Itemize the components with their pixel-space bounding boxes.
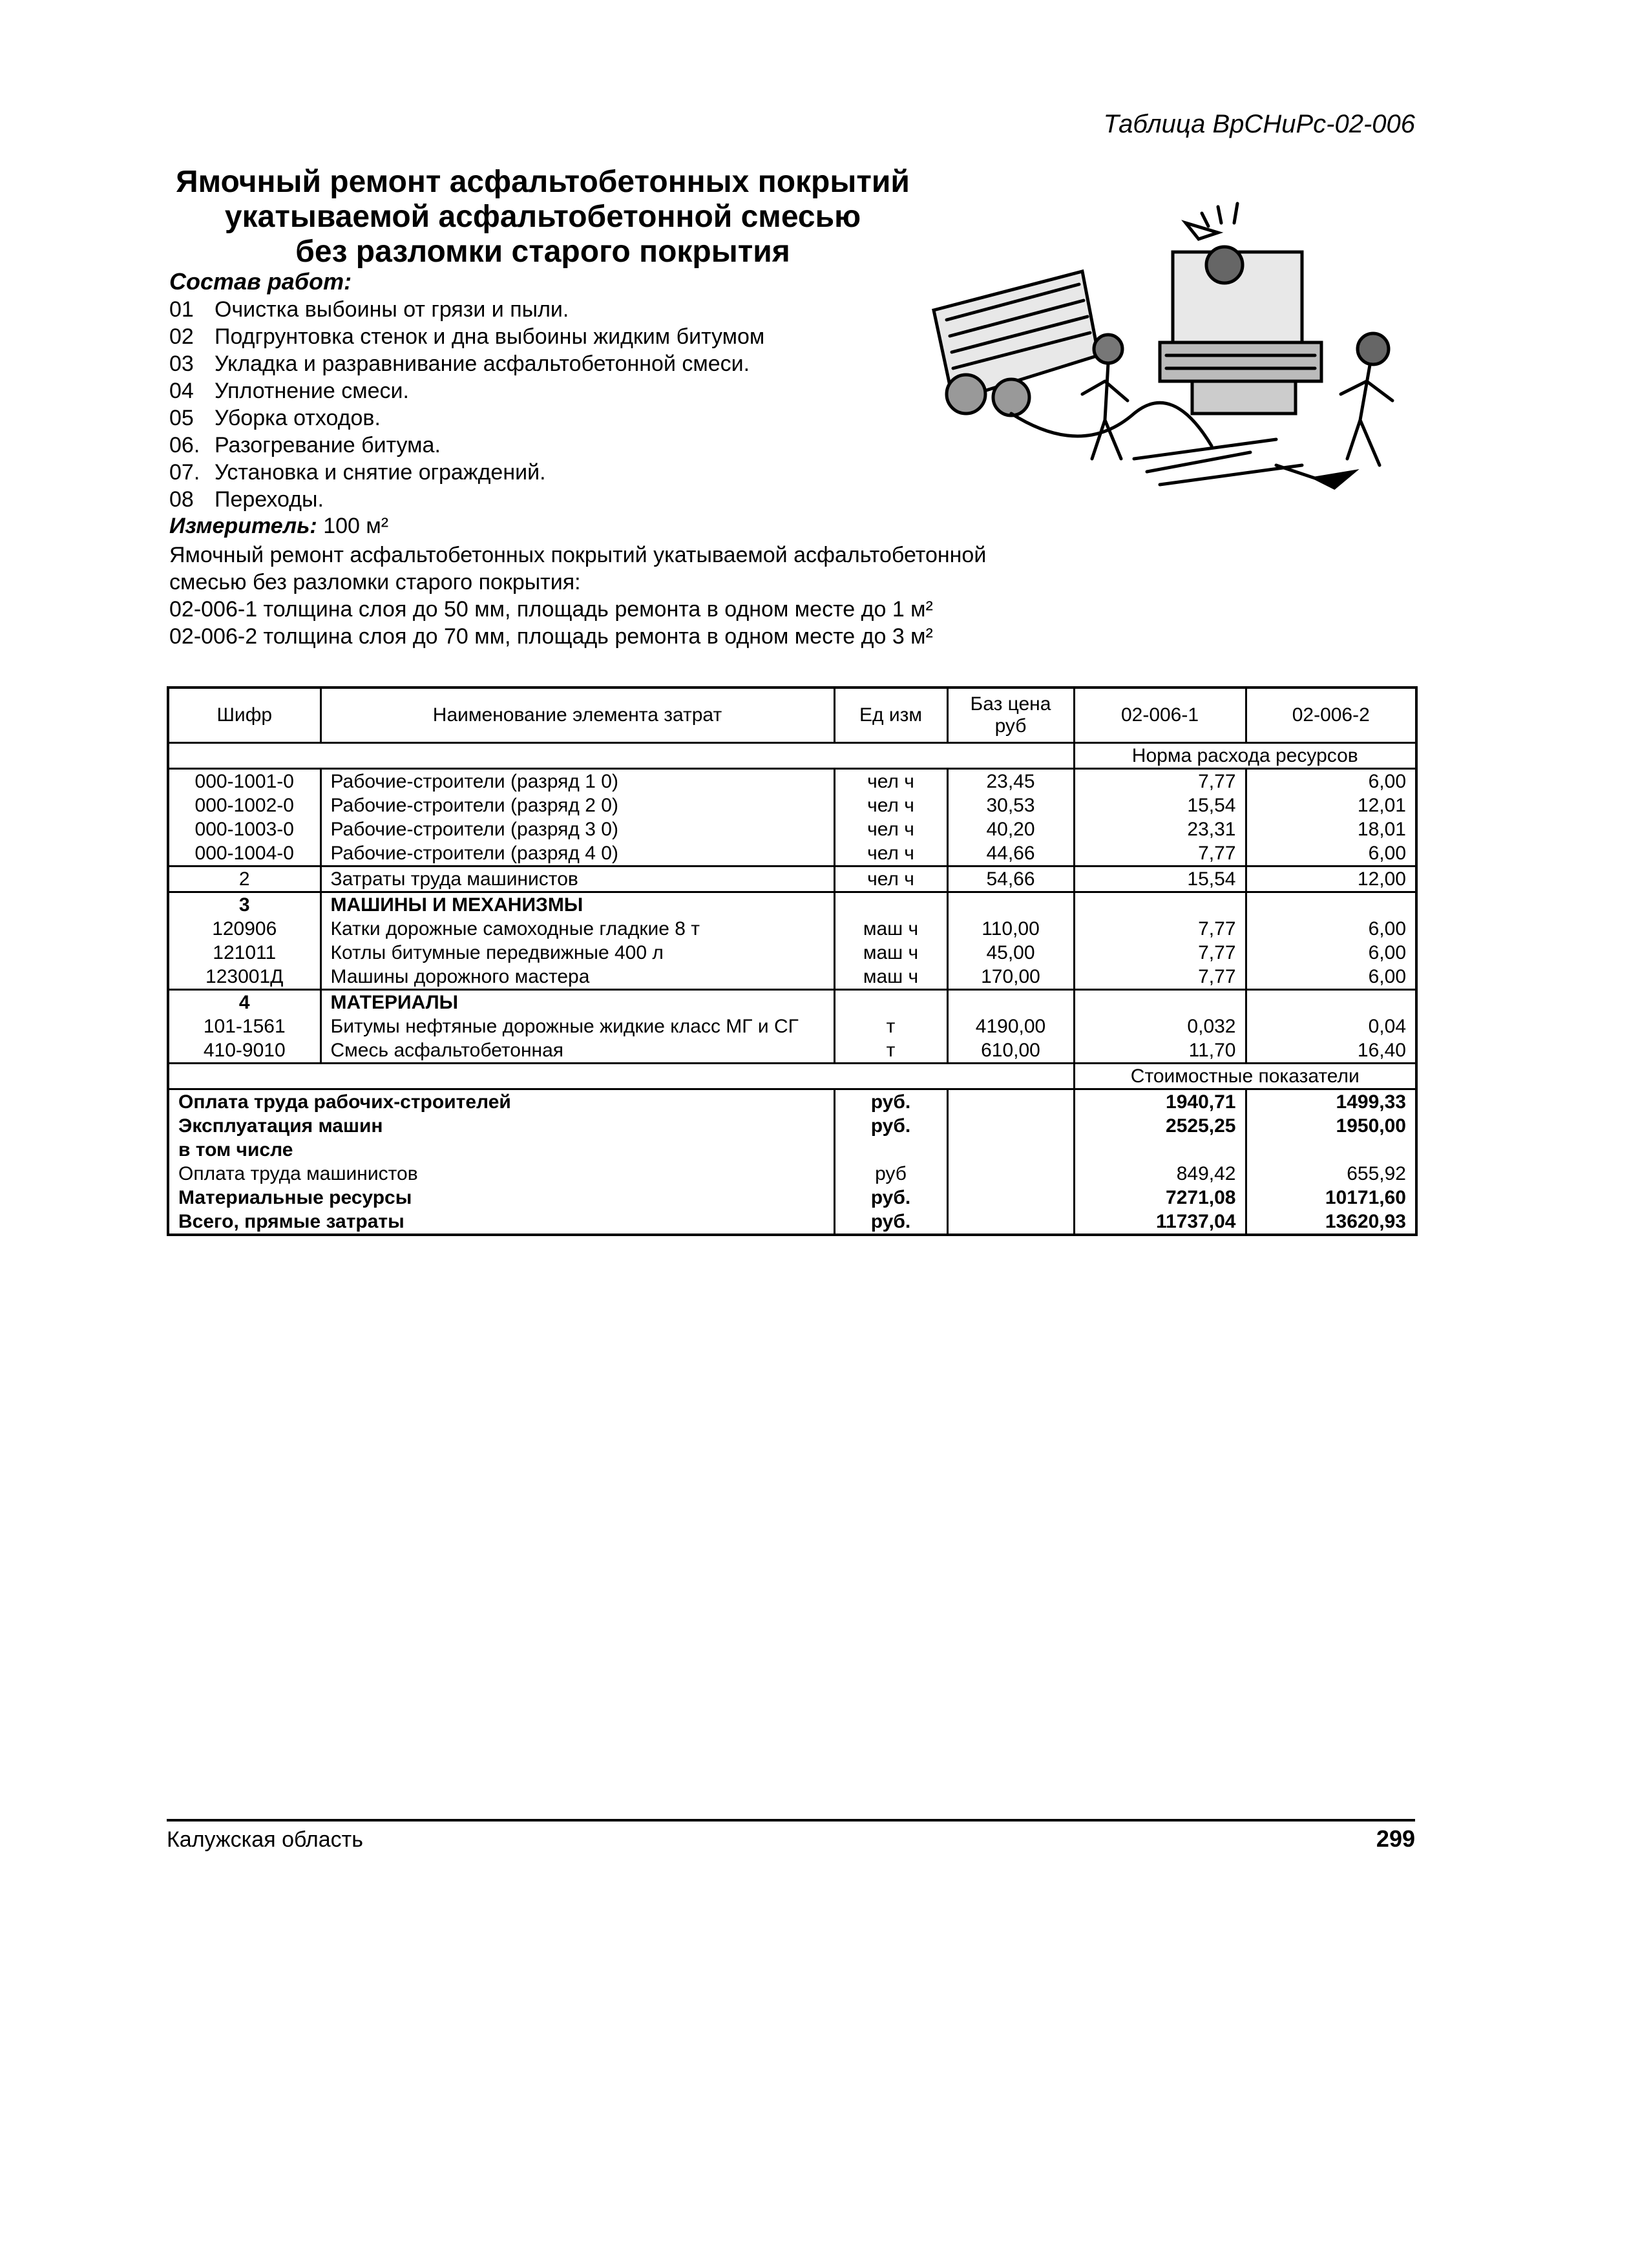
cell-v2: 6,00 <box>1246 841 1416 866</box>
section-title: МАШИНЫ И МЕХАНИЗМЫ <box>320 892 834 918</box>
cell-v2: 13620,93 <box>1246 1210 1416 1235</box>
cell-code: 101-1561 <box>168 1014 320 1038</box>
cell-v1: 1940,71 <box>1074 1089 1246 1115</box>
cost-header: Стоимостные показатели <box>1074 1064 1416 1089</box>
cell-v1: 849,42 <box>1074 1162 1246 1186</box>
table-row <box>168 1038 1416 1064</box>
cell-code: 123001Д <box>168 965 320 990</box>
cell-unit: чел ч <box>834 793 947 817</box>
work-item-text: Уборка отходов. <box>215 406 381 430</box>
cell-code: 121011 <box>168 941 320 965</box>
table-row-operators <box>168 866 1416 892</box>
section-row-materials <box>168 990 1416 1015</box>
cell-price: 45,00 <box>947 941 1074 965</box>
work-item <box>169 377 764 404</box>
cell-code: 410-9010 <box>168 1038 320 1064</box>
header-name: Наименование элемента затрат <box>320 688 834 743</box>
cell-v2: 12,00 <box>1246 866 1416 892</box>
cell-unit: руб. <box>834 1210 947 1235</box>
work-item-number: 03 <box>169 352 194 376</box>
cell-v2: 16,40 <box>1246 1038 1416 1064</box>
cell-v1: 0,032 <box>1074 1014 1246 1038</box>
norm-header-row <box>168 743 1416 769</box>
cell-price: 54,66 <box>947 866 1074 892</box>
cell-price: 44,66 <box>947 841 1074 866</box>
cost-header-row <box>168 1064 1416 1089</box>
work-item <box>169 486 764 513</box>
cell-unit: маш ч <box>834 917 947 941</box>
cell-v1: 7,77 <box>1074 841 1246 866</box>
table-row <box>168 793 1416 817</box>
cell-code: 000-1002-0 <box>168 793 320 817</box>
variant-line-2: 02-006-2 толщина слоя до 70 мм, площадь ремонта в одном месте до 3 м² <box>169 624 933 649</box>
table-row <box>168 817 1416 841</box>
document-title <box>162 165 924 269</box>
table-label: Таблица ВрСНиРс-02-006 <box>1103 110 1415 138</box>
cell-v2: 1950,00 <box>1246 1114 1416 1138</box>
table-row <box>168 769 1416 794</box>
header-variant-1: 02-006-1 <box>1074 688 1246 743</box>
cell-v2: 12,01 <box>1246 793 1416 817</box>
cell-unit: чел ч <box>834 817 947 841</box>
cell-name: Затраты труда машинистов <box>320 866 834 892</box>
totals-row-grand <box>168 1210 1416 1235</box>
cell-v2: 655,92 <box>1246 1162 1416 1186</box>
totals-label: Всего, прямые затраты <box>168 1210 834 1235</box>
work-list <box>169 296 764 513</box>
header-price: Баз цена руб <box>947 688 1074 743</box>
cell-unit: руб. <box>834 1114 947 1138</box>
totals-label: Оплата труда рабочих-строителей <box>168 1089 834 1115</box>
cell-v1: 7,77 <box>1074 941 1246 965</box>
table-header-row <box>168 688 1416 743</box>
totals-label: Эксплуатация машин <box>168 1114 834 1138</box>
totals-row <box>168 1138 1416 1162</box>
composition-heading: Состав работ: <box>169 268 352 295</box>
work-item-text: Разогревание битума. <box>215 433 441 457</box>
cell-unit: маш ч <box>834 965 947 990</box>
cell-price: 4190,00 <box>947 1014 1074 1038</box>
cell-v1: 7271,08 <box>1074 1186 1246 1210</box>
cell-v2: 6,00 <box>1246 769 1416 794</box>
cell-name: Рабочие-строители (разряд 4 0) <box>320 841 834 866</box>
title-line-1: Ямочный ремонт асфальтобетонных покрытий <box>176 165 910 199</box>
totals-label: в том числе <box>168 1138 834 1162</box>
cell-v1: 11,70 <box>1074 1038 1246 1064</box>
cell-v1: 7,77 <box>1074 917 1246 941</box>
page-number: 299 <box>1376 1825 1415 1852</box>
cell-unit: чел ч <box>834 866 947 892</box>
cell-v2: 6,00 <box>1246 941 1416 965</box>
work-item-number: 05 <box>169 406 194 430</box>
cell-unit: чел ч <box>834 841 947 866</box>
work-item <box>169 296 764 323</box>
cell-name: Битумы нефтяные дорожные жидкие класс МГ и СГ <box>320 1014 834 1038</box>
cell-v1: 2525,25 <box>1074 1114 1246 1138</box>
totals-row <box>168 1162 1416 1186</box>
title-line-3: без разломки старого покрытия <box>295 235 790 269</box>
cell-v2: 1499,33 <box>1246 1089 1416 1115</box>
cell-v2 <box>1246 1138 1416 1162</box>
cell-v2: 6,00 <box>1246 965 1416 990</box>
cell-unit: т <box>834 1014 947 1038</box>
cost-table <box>167 686 1418 1236</box>
cell-price: 40,20 <box>947 817 1074 841</box>
totals-label: Материальные ресурсы <box>168 1186 834 1210</box>
totals-row <box>168 1089 1416 1115</box>
measure-value: 100 м² <box>323 514 389 538</box>
cell-unit: руб. <box>834 1186 947 1210</box>
cell-v1: 7,77 <box>1074 769 1246 794</box>
cell-name: Рабочие-строители (разряд 2 0) <box>320 793 834 817</box>
measure-label: Измеритель: <box>169 514 317 538</box>
cell-v1: 23,31 <box>1074 817 1246 841</box>
cell-unit: маш ч <box>834 941 947 965</box>
cell-code: 000-1004-0 <box>168 841 320 866</box>
work-item-text: Укладка и разравнивание асфальтобетонной смеси. <box>215 352 750 376</box>
section-row-machines <box>168 892 1416 918</box>
cell-unit <box>834 1138 947 1162</box>
table-row <box>168 841 1416 866</box>
work-item-number: 07. <box>169 460 200 485</box>
cell-name: Рабочие-строители (разряд 3 0) <box>320 817 834 841</box>
cell-price: 23,45 <box>947 769 1074 794</box>
cell-price: 30,53 <box>947 793 1074 817</box>
totals-row <box>168 1114 1416 1138</box>
footer-divider <box>167 1819 1415 1822</box>
work-item-text: Подгрунтовка стенок и дна выбоины жидким битумом <box>215 324 765 349</box>
cell-v1: 11737,04 <box>1074 1210 1246 1235</box>
measure-line <box>169 514 388 539</box>
norm-header: Норма расхода ресурсов <box>1074 743 1416 769</box>
cell-v2: 18,01 <box>1246 817 1416 841</box>
variants <box>169 596 933 650</box>
cell-v2: 10171,60 <box>1246 1186 1416 1210</box>
cell-name: Машины дорожного мастера <box>320 965 834 990</box>
table-row <box>168 965 1416 990</box>
work-item-number: 01 <box>169 297 194 322</box>
totals-label: Оплата труда машинистов <box>168 1162 834 1186</box>
cell-unit: руб <box>834 1162 947 1186</box>
road-repair-illustration <box>914 187 1431 498</box>
blank-cell <box>168 743 1074 769</box>
section-title: МАТЕРИАЛЫ <box>320 990 834 1015</box>
cell-name: Котлы битумные передвижные 400 л <box>320 941 834 965</box>
cell-v1 <box>1074 1138 1246 1162</box>
variant-line-1: 02-006-1 толщина слоя до 50 мм, площадь ремонта в одном месте до 1 м² <box>169 597 933 622</box>
footer-region: Калужская область <box>167 1827 363 1852</box>
cell-unit: чел ч <box>834 769 947 794</box>
cell-name: Катки дорожные самоходные гладкие 8 т <box>320 917 834 941</box>
cell-v1: 15,54 <box>1074 866 1246 892</box>
work-item <box>169 323 764 350</box>
work-item-number: 08 <box>169 487 194 512</box>
cell-name: Рабочие-строители (разряд 1 0) <box>320 769 834 794</box>
work-item-text: Установка и снятие ограждений. <box>215 460 546 485</box>
totals-row <box>168 1186 1416 1210</box>
work-item-number: 04 <box>169 379 194 403</box>
cell-code: 2 <box>168 866 320 892</box>
blank-cell <box>168 1064 1074 1089</box>
work-item-text: Очистка выбоины от грязи и пыли. <box>215 297 569 322</box>
cell-price: 110,00 <box>947 917 1074 941</box>
work-item-number: 02 <box>169 324 194 349</box>
cell-unit: т <box>834 1038 947 1064</box>
work-item-number: 06. <box>169 433 200 457</box>
cell-v1: 7,77 <box>1074 965 1246 990</box>
header-code: Шифр <box>168 688 320 743</box>
cell-v2: 0,04 <box>1246 1014 1416 1038</box>
work-item-text: Уплотнение смеси. <box>215 379 409 403</box>
work-item <box>169 404 764 432</box>
cell-v2: 6,00 <box>1246 917 1416 941</box>
title-line-2: укатываемой асфальтобетонной смесью <box>224 200 861 234</box>
cell-code: 000-1003-0 <box>168 817 320 841</box>
cell-v1: 15,54 <box>1074 793 1246 817</box>
cell-code: 3 <box>168 892 320 918</box>
cell-price: 610,00 <box>947 1038 1074 1064</box>
cell-unit: руб. <box>834 1089 947 1115</box>
cell-price: 170,00 <box>947 965 1074 990</box>
work-item <box>169 350 764 377</box>
cell-code: 4 <box>168 990 320 1015</box>
table-row <box>168 941 1416 965</box>
header-variant-2: 02-006-2 <box>1246 688 1416 743</box>
cell-code: 000-1001-0 <box>168 769 320 794</box>
table-row <box>168 1014 1416 1038</box>
cell-name: Смесь асфальтобетонная <box>320 1038 834 1064</box>
work-item <box>169 459 764 486</box>
table-row <box>168 917 1416 941</box>
cell-code: 120906 <box>168 917 320 941</box>
work-item-text: Переходы. <box>215 487 324 512</box>
work-item <box>169 432 764 459</box>
header-unit: Ед изм <box>834 688 947 743</box>
description: Ямочный ремонт асфальтобетонных покрытий укатываемой асфальтобетонной смесью без разломки старого покрытия: <box>169 543 987 594</box>
